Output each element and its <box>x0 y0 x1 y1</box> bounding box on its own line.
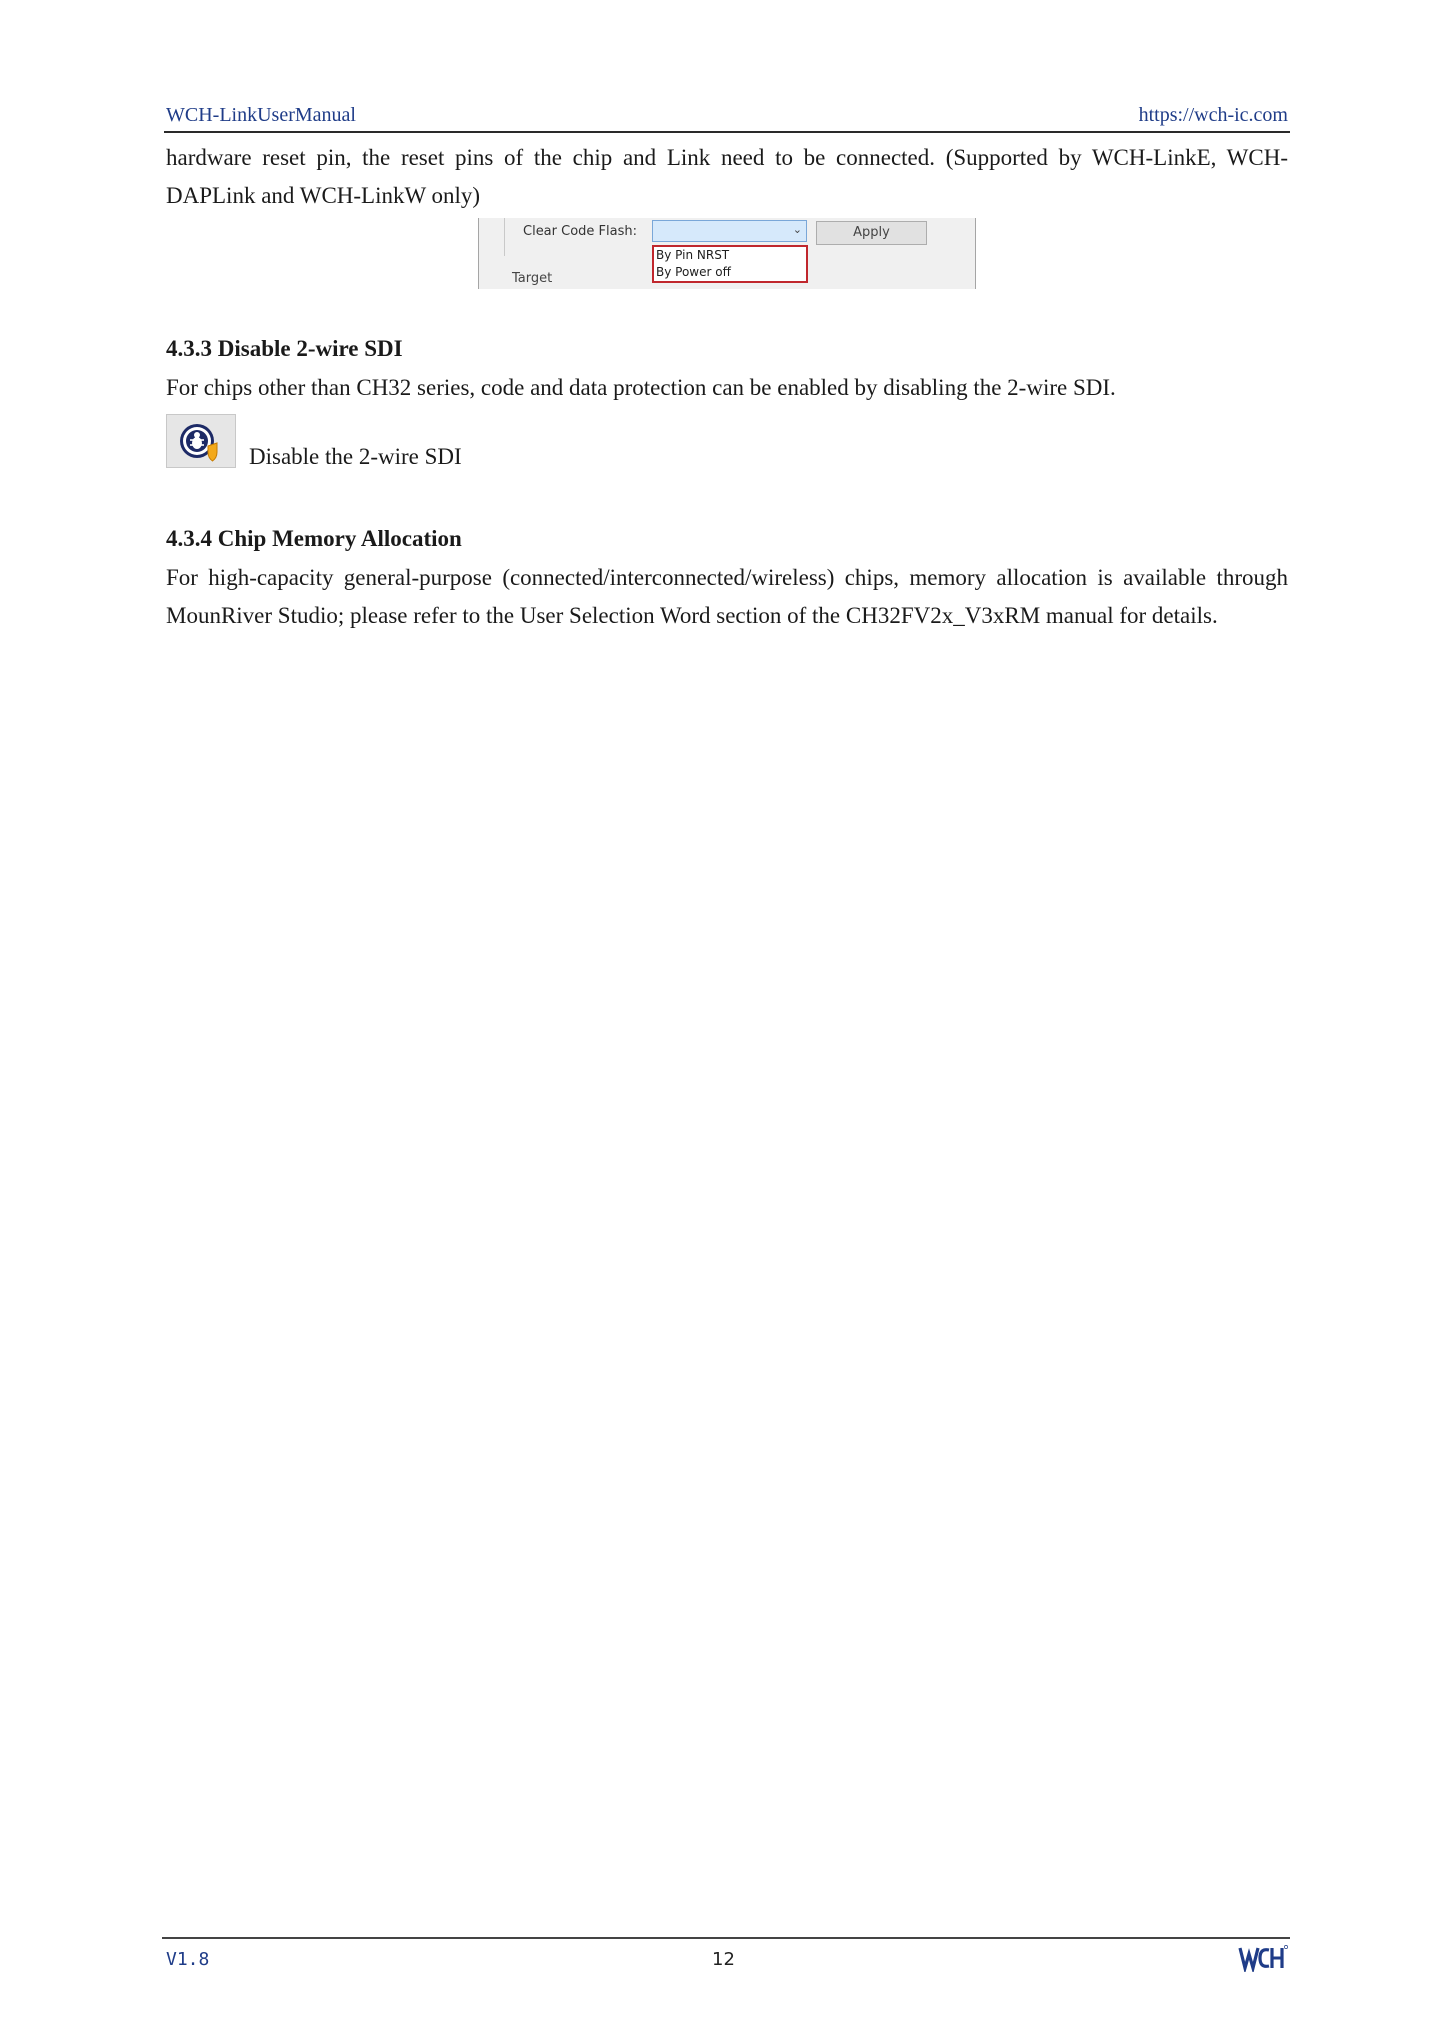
dropdown-options-list <box>652 245 808 283</box>
header-manual-title: WCH-LinkUserManual <box>166 104 356 126</box>
screenshot-frame-left <box>478 218 479 289</box>
footer-divider <box>162 1937 1290 1939</box>
apply-button[interactable]: Apply <box>816 221 927 245</box>
clear-code-flash-label: Clear Code Flash: <box>523 224 637 239</box>
disable-sdi-icon[interactable] <box>166 414 236 468</box>
group-box-line <box>504 218 505 256</box>
memory-allocation-paragraph: For high-capacity general-purpose (connected/interconnected/wireless) chips, memory allocation is available through MounRiver Studio; please refer to the User Selection Word section of the CH32FV2x_V3xRM manual for details. <box>166 565 1288 628</box>
option-by-power-off[interactable]: By Power off <box>656 265 731 279</box>
intro-paragraph: hardware reset pin, the reset pins of the chip and Link need to be connected. (Supported by WCH-LinkE, WCH-DAPLink and WCH-LinkW only) <box>166 145 1288 208</box>
disable-sdi-icon-label: Disable the 2-wire SDI <box>249 444 462 469</box>
target-group-label: Target <box>512 271 553 286</box>
section-heading-memory-allocation: 4.3.4 Chip Memory Allocation <box>166 526 462 551</box>
clear-code-flash-screenshot <box>478 218 976 289</box>
footer-version: V1.8 <box>166 1949 210 1970</box>
chevron-down-icon: ⌄ <box>792 223 802 236</box>
footer-page-number: 12 <box>712 1949 735 1970</box>
disable-sdi-paragraph: For chips other than CH32 series, code and data protection can be enabled by disabling the 2-wire SDI. <box>166 375 1116 400</box>
header-divider <box>164 131 1290 133</box>
clear-code-flash-dropdown[interactable] <box>652 220 807 242</box>
option-by-pin-nrst[interactable]: By Pin NRST <box>656 248 730 262</box>
wch-logo <box>1238 1944 1288 1972</box>
header-website-link[interactable]: https://wch-ic.com <box>1138 104 1288 126</box>
screenshot-frame-right <box>975 218 976 289</box>
page-header <box>166 104 1288 132</box>
bug-shield-icon <box>177 420 225 464</box>
section-heading-disable-sdi: 4.3.3 Disable 2-wire SDI <box>166 336 403 361</box>
